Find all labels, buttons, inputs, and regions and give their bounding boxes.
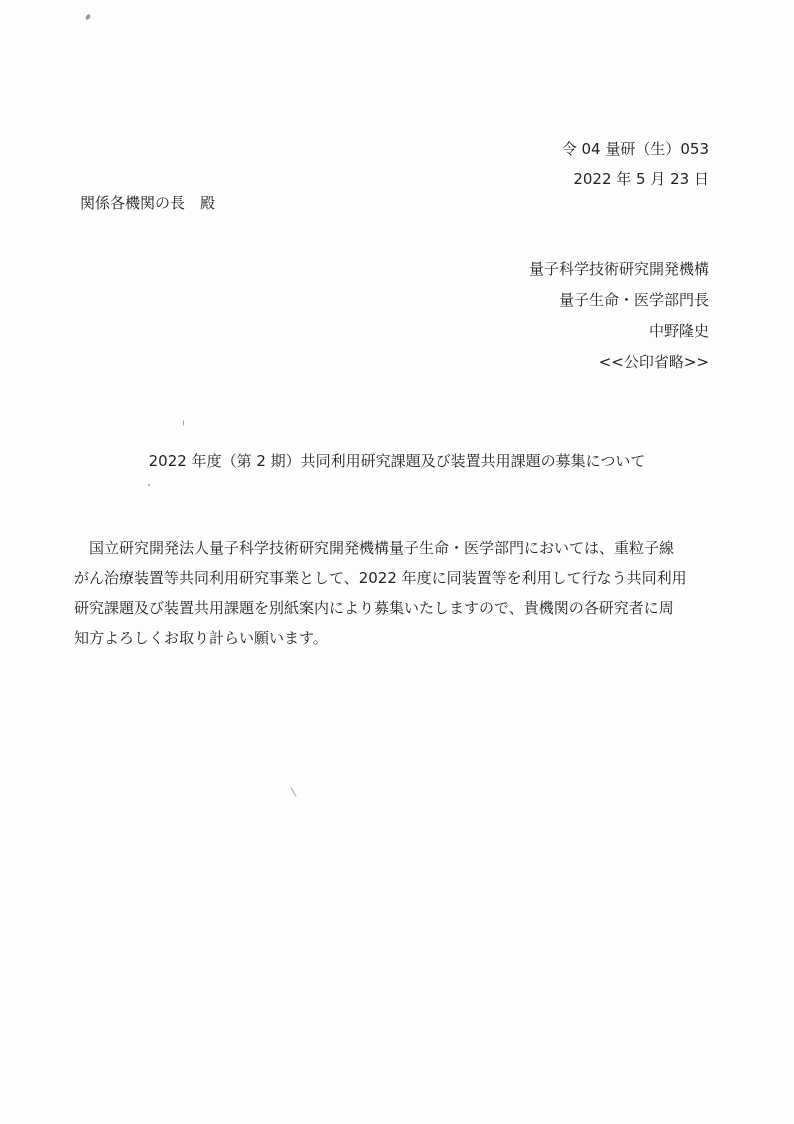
sender-name: 中野隆史 bbox=[648, 322, 709, 340]
body-line: 知方よろしくお取り計らい願います。 bbox=[74, 629, 328, 647]
sender-department: 量子生命・医学部門長 bbox=[558, 291, 709, 309]
scan-speck bbox=[148, 484, 150, 486]
sender-block bbox=[529, 254, 709, 378]
subject-heading: 2022 年度（第 2 期）共同利用研究課題及び装置共用課題の募集について bbox=[148, 452, 646, 470]
addressee: 関係各機関の長 殿 bbox=[80, 194, 216, 212]
scan-speck bbox=[290, 787, 297, 798]
document-number: 令 04 量研（生）053 bbox=[561, 140, 709, 158]
sender-organization: 量子科学技術研究開発機構 bbox=[528, 260, 709, 278]
seal-note: <<公印省略>> bbox=[598, 353, 709, 371]
scan-speck bbox=[85, 13, 91, 20]
body-line: がん治療装置等共同利用研究事業として、2022 年度に同装置等を利用して行なう共同利用 bbox=[74, 569, 687, 587]
body-line: 国立研究開発法人量子科学技術研究開発機構量子生命・医学部門においては、重粒子線 bbox=[89, 539, 675, 557]
document-date: 2022 年 5 月 23 日 bbox=[573, 170, 709, 188]
reference-block bbox=[562, 134, 709, 194]
scan-speck bbox=[183, 420, 184, 426]
body-paragraph bbox=[74, 533, 724, 653]
body-line: 研究課題及び装置共用課題を別紙案内により募集いたしますので、貴機関の各研究者に周 bbox=[74, 599, 674, 617]
